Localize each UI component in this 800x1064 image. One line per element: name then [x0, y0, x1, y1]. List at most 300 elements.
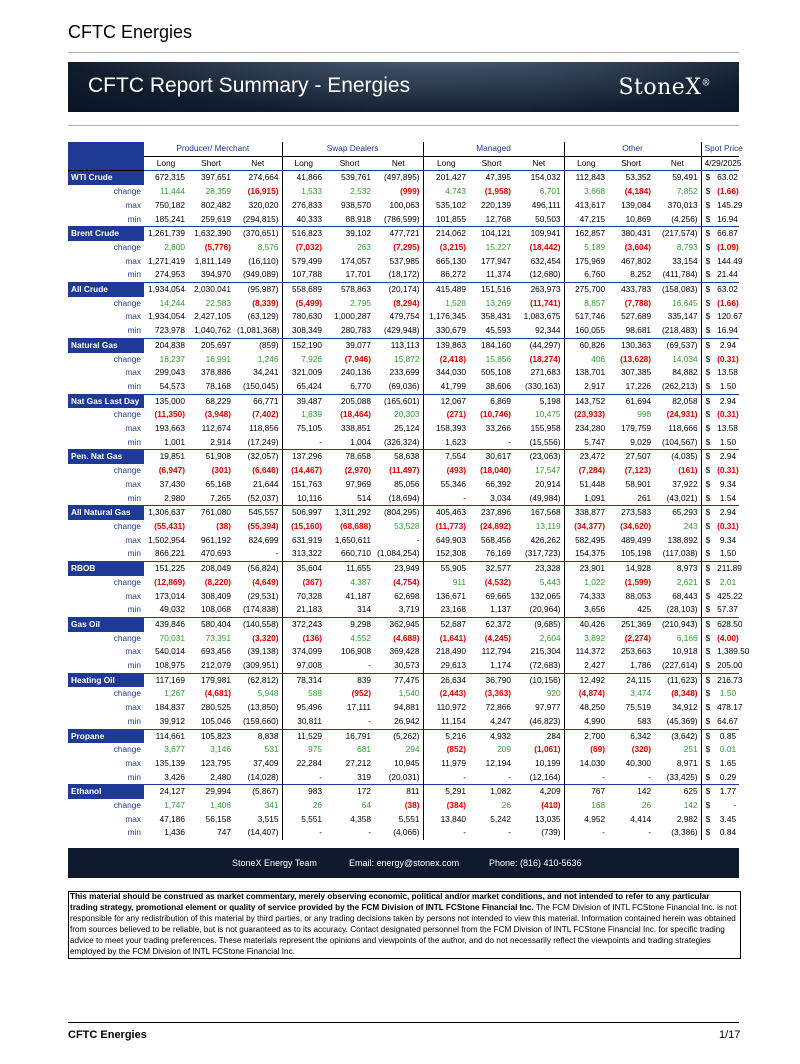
currency-symbol: $ — [701, 826, 714, 840]
table-cell: (227,614) — [662, 660, 698, 671]
table-cell: 276,833 — [282, 199, 325, 213]
table-cell: 4,414 — [630, 813, 652, 824]
table-cell: 2,795 — [350, 297, 372, 308]
table-cell: 3,474 — [630, 688, 652, 699]
spot-price: 1.54 — [719, 492, 737, 503]
table-cell: (45,369) — [666, 715, 698, 726]
table-row — [68, 590, 739, 604]
table-cell: (7,284) — [564, 464, 608, 478]
row-label: min — [127, 492, 141, 503]
table-cell: 8,252 — [630, 269, 652, 280]
table-cell: 5,948 — [257, 688, 279, 699]
row-label: change — [113, 465, 141, 476]
group-header: Managed — [423, 142, 564, 156]
table-cell: 17,701 — [345, 269, 372, 280]
table-cell: 7,265 — [210, 492, 231, 503]
table-cell: 15,872 — [394, 353, 420, 364]
table-cell: 6,701 — [539, 186, 561, 197]
table-cell: 1,934,054 — [144, 283, 188, 297]
table-row — [68, 534, 739, 548]
column-header: Net — [391, 157, 405, 168]
table-cell: 78,314 — [282, 673, 325, 687]
table-row — [68, 562, 739, 576]
table-cell: (56,824) — [234, 562, 282, 576]
table-cell: 233,699 — [389, 367, 420, 378]
group-header: Producer/ Merchant — [144, 142, 282, 156]
spot-date: 4/29/2025 — [701, 156, 739, 171]
table-cell: (294,815) — [242, 213, 279, 224]
table-cell: 4,552 — [350, 632, 372, 643]
row-label: max — [125, 646, 141, 657]
table-cell: 780,630 — [282, 310, 325, 324]
table-cell: - — [368, 660, 372, 671]
table-cell: 307,385 — [621, 367, 652, 378]
table-cell: 1,000,287 — [334, 311, 372, 322]
table-cell: (17,249) — [247, 436, 279, 447]
table-cell: 9,298 — [325, 617, 374, 631]
table-cell: 64 — [361, 800, 372, 811]
table-cell: 88,918 — [345, 213, 372, 224]
table-cell: (165,601) — [374, 394, 423, 408]
row-label: change — [113, 744, 141, 755]
table-row — [68, 268, 739, 282]
row-label: max — [125, 702, 141, 713]
table-cell: 723,978 — [155, 325, 185, 336]
table-cell: 8,576 — [257, 241, 279, 252]
table-cell: 983 — [282, 785, 325, 799]
table-cell: 68,443 — [672, 590, 698, 601]
table-cell: 97,969 — [345, 478, 372, 489]
spot-price: 205.00 — [717, 660, 743, 671]
table-cell: 184,160 — [469, 338, 514, 352]
currency-symbol: $ — [701, 590, 714, 604]
table-cell: 36,790 — [469, 673, 514, 687]
table-cell: 5,189 — [564, 241, 608, 255]
commodity-label: Ethanol — [68, 785, 144, 799]
table-cell: (370,651) — [234, 227, 282, 241]
table-cell: (117,038) — [662, 548, 698, 559]
table-cell: (46,823) — [529, 715, 561, 726]
table-cell: (5,867) — [234, 785, 282, 799]
table-cell: 158,393 — [423, 422, 469, 436]
table-cell: 65,168 — [205, 478, 231, 489]
table-cell: 284 — [514, 729, 564, 743]
table-cell: 88,053 — [625, 590, 652, 601]
table-cell: - — [648, 771, 652, 782]
table-cell: (949,089) — [242, 269, 279, 280]
table-cell: (63,129) — [247, 311, 279, 322]
column-header: Long — [282, 156, 325, 171]
table-cell: 130,363 — [608, 338, 654, 352]
currency-symbol: $ — [701, 436, 714, 450]
table-cell: 214,062 — [423, 227, 469, 241]
spot-price: 216.73 — [714, 673, 739, 687]
spot-price: 0.84 — [719, 827, 737, 838]
table-cell: 58,901 — [625, 478, 652, 489]
table-cell: (330,163) — [525, 380, 561, 391]
row-label: min — [127, 269, 141, 280]
column-header: Long — [156, 157, 176, 168]
table-cell: 362,945 — [374, 617, 423, 631]
table-cell: (32,057) — [234, 450, 282, 464]
currency-symbol: $ — [701, 408, 714, 422]
table-cell: 201,427 — [423, 171, 469, 185]
row-label: max — [125, 534, 141, 545]
table-cell: 7,554 — [423, 450, 469, 464]
table-row — [68, 701, 739, 715]
table-cell: 506,997 — [282, 506, 325, 520]
table-cell: 273,583 — [608, 506, 654, 520]
row-label: min — [127, 213, 141, 224]
column-header: Short — [621, 157, 641, 168]
table-cell: 209 — [497, 744, 512, 755]
table-cell: 114,372 — [564, 645, 608, 659]
table-cell: (309,951) — [242, 660, 279, 671]
table-cell: 13,035 — [535, 813, 561, 824]
table-cell: 1,311,292 — [325, 506, 374, 520]
table-cell: 243 — [683, 520, 698, 531]
table-cell: (7,295) — [393, 241, 420, 252]
table-cell: 2,427,105 — [194, 311, 231, 322]
table-cell: (4,754) — [393, 576, 420, 587]
divider — [68, 52, 739, 53]
table-cell: 237,896 — [469, 506, 514, 520]
spot-price: 13.58 — [717, 423, 738, 434]
table-cell: 154,032 — [514, 171, 564, 185]
row-label: change — [113, 576, 141, 587]
table-cell: 415,489 — [423, 283, 469, 297]
table-cell: (317,723) — [525, 548, 561, 559]
table-cell: 52,687 — [423, 617, 469, 631]
currency-symbol: $ — [701, 617, 714, 631]
table-cell: 545,557 — [234, 506, 282, 520]
currency-symbol: $ — [701, 310, 714, 324]
table-cell: 11,529 — [282, 729, 325, 743]
table-cell: 152,308 — [423, 547, 469, 561]
table-cell: 65,424 — [282, 380, 325, 394]
table-row — [68, 659, 739, 673]
table-cell: 1,632,390 — [188, 227, 234, 241]
table-cell: 750,182 — [155, 199, 185, 210]
row-label: change — [113, 632, 141, 643]
table-cell: 47,395 — [469, 171, 514, 185]
row-label: min — [127, 436, 141, 447]
commodity-label: All Crude — [68, 283, 144, 297]
table-cell: 108,975 — [155, 660, 185, 671]
table-cell: 11,979 — [423, 757, 469, 771]
table-cell: (3,386) — [671, 827, 698, 838]
row-label: max — [125, 423, 141, 434]
table-cell: 56,158 — [205, 813, 231, 824]
table-cell: 477,721 — [374, 227, 423, 241]
table-cell: (7,946) — [344, 353, 372, 364]
table-cell: 439,846 — [144, 617, 188, 631]
table-cell: (14,028) — [247, 771, 279, 782]
table-cell: (24,892) — [480, 520, 512, 531]
table-cell: 319 — [357, 771, 372, 782]
table-cell: (8,220) — [204, 576, 231, 587]
table-cell: 470,693 — [201, 548, 231, 559]
table-cell: (174,838) — [242, 604, 279, 615]
table-cell: - — [282, 771, 325, 785]
footer-divider — [68, 1022, 739, 1023]
table-cell: - — [508, 436, 512, 447]
table-cell: 11,374 — [486, 269, 512, 280]
table-cell: 1,091 — [564, 492, 608, 506]
table-cell: (2,418) — [423, 353, 469, 367]
column-header: Short — [339, 157, 360, 168]
table-cell: 467,802 — [621, 255, 652, 266]
table-cell: 17,111 — [346, 702, 372, 713]
table-cell: 1,083,675 — [523, 311, 561, 322]
currency-symbol: $ — [701, 338, 714, 352]
table-row — [68, 576, 739, 590]
table-cell: 3,892 — [564, 632, 608, 646]
table-cell: 1,022 — [564, 576, 608, 590]
table-cell: 23,328 — [514, 562, 564, 576]
table-cell: 58,638 — [374, 450, 423, 464]
spot-price: (0.31) — [717, 520, 739, 531]
row-label: change — [113, 800, 141, 811]
table-cell: 1,406 — [210, 800, 231, 811]
table-cell: 24,127 — [144, 785, 188, 799]
table-cell: 21,644 — [253, 478, 279, 489]
table-cell: 12,492 — [564, 673, 608, 687]
table-cell: (4,532) — [484, 576, 512, 587]
table-cell: 4,932 — [469, 729, 514, 743]
table-row — [68, 547, 739, 561]
divider — [68, 125, 739, 126]
table-cell: 2,917 — [564, 380, 608, 394]
table-cell: 45,593 — [485, 325, 512, 336]
table-row — [68, 394, 739, 408]
table-cell: 204,838 — [144, 338, 188, 352]
table-cell: - — [416, 534, 420, 545]
table-cell: 10,945 — [394, 757, 420, 768]
table-cell: 2,914 — [210, 436, 231, 447]
table-cell: 12,194 — [485, 757, 512, 768]
table-cell: 47,186 — [159, 813, 185, 824]
table-cell: (3,948) — [204, 409, 231, 420]
table-cell: (49,984) — [529, 492, 561, 503]
table-cell: 26 — [501, 800, 512, 811]
table-row — [68, 227, 739, 241]
table-cell: (20,964) — [529, 604, 561, 615]
table-cell: 1,650,611 — [334, 534, 372, 545]
table-cell: 138,892 — [667, 534, 698, 545]
table-cell: 51,448 — [564, 478, 608, 492]
table-cell: 26,942 — [394, 715, 420, 726]
corner-label: Futures+Options — [68, 142, 144, 171]
table-cell: 2,427 — [564, 659, 608, 673]
table-cell: 975 — [282, 743, 325, 757]
table-cell: 1,137 — [490, 604, 512, 615]
table-cell: 23,472 — [564, 450, 608, 464]
table-cell: 10,199 — [535, 757, 561, 768]
table-cell: 5,216 — [423, 729, 469, 743]
table-cell: 38,606 — [485, 380, 512, 391]
table-cell: 681 — [357, 744, 372, 755]
table-cell: 105,046 — [201, 715, 231, 726]
table-cell: 275,700 — [564, 283, 608, 297]
table-cell: 101,855 — [423, 213, 469, 227]
table-cell: 3,677 — [164, 744, 185, 755]
table-cell: (4,681) — [204, 688, 231, 699]
currency-symbol: $ — [701, 353, 714, 367]
table-cell: 49,032 — [159, 604, 185, 615]
table-cell: 212,079 — [201, 660, 231, 671]
table-cell: 139,863 — [423, 338, 469, 352]
table-cell: (34,620) — [620, 520, 652, 531]
spot-price: 1.50 — [719, 688, 737, 699]
table-cell: 2,982 — [676, 813, 698, 824]
table-cell: 537,985 — [389, 255, 420, 266]
spot-price: 0.85 — [714, 729, 739, 743]
table-cell: 330,679 — [423, 324, 469, 338]
table-cell: (4,874) — [564, 687, 608, 701]
currency-symbol: $ — [701, 701, 714, 715]
currency-symbol: $ — [701, 199, 714, 213]
table-cell: 51,908 — [188, 450, 234, 464]
table-cell: (161) — [678, 465, 698, 476]
table-cell: 1,174 — [490, 660, 512, 671]
table-cell: 961,192 — [201, 534, 231, 545]
table-cell: 33,266 — [485, 423, 512, 434]
table-cell: 8,973 — [654, 562, 701, 576]
table-cell: 23,949 — [374, 562, 423, 576]
table-cell: 3,146 — [210, 744, 231, 755]
table-cell: (29,531) — [247, 590, 279, 601]
table-cell: 168 — [564, 799, 608, 813]
table-cell: 151,225 — [144, 562, 188, 576]
table-cell: 97,008 — [282, 659, 325, 673]
table-cell: (34,377) — [564, 520, 608, 534]
table-cell: (7,402) — [252, 409, 279, 420]
table-row — [68, 743, 739, 757]
table-cell: 5,551 — [282, 813, 325, 827]
table-cell: 274,953 — [155, 269, 185, 280]
table-cell: (69) — [564, 743, 608, 757]
currency-symbol: $ — [701, 687, 714, 701]
table-row — [68, 297, 739, 311]
table-cell: 154,375 — [564, 547, 608, 561]
table-cell: 426,262 — [530, 534, 561, 545]
table-cell: 271,683 — [530, 367, 561, 378]
table-cell: (13,628) — [620, 353, 652, 364]
table-cell: (952) — [351, 688, 372, 699]
spot-price: 2.94 — [714, 506, 739, 520]
table-cell: 535,102 — [423, 199, 469, 213]
table-cell: (104,567) — [662, 436, 698, 447]
table-cell: (3,320) — [252, 632, 279, 643]
table-cell: 26 — [282, 799, 325, 813]
table-cell: 220,139 — [481, 199, 512, 210]
table-cell: 251 — [683, 744, 698, 755]
table-cell: - — [282, 436, 325, 450]
spot-price: (0.31) — [717, 353, 739, 364]
table-cell: 86,272 — [423, 268, 469, 282]
table-cell: 4,387 — [350, 576, 372, 587]
table-cell: 54,573 — [159, 380, 185, 391]
table-cell: 372,243 — [282, 617, 325, 631]
page-number: 1/17 — [719, 1029, 741, 1041]
table-cell: 580,404 — [188, 617, 234, 631]
currency-symbol: $ — [701, 464, 714, 478]
table-cell: 374,099 — [282, 645, 325, 659]
table-cell: 33,154 — [672, 255, 698, 266]
table-cell: (69,036) — [388, 380, 420, 391]
table-cell: (367) — [282, 576, 325, 590]
table-cell: 938,570 — [341, 199, 372, 210]
table-row — [68, 506, 739, 520]
currency-symbol: $ — [701, 520, 714, 534]
row-label: change — [113, 353, 141, 364]
table-cell: 53,352 — [608, 171, 654, 185]
table-cell: (23,933) — [564, 408, 608, 422]
table-cell: 117,169 — [144, 673, 188, 687]
table-cell: 41,866 — [282, 171, 325, 185]
table-cell: 802,482 — [201, 199, 231, 210]
table-row — [68, 715, 739, 729]
row-label: min — [127, 325, 141, 336]
table-cell: (14,467) — [282, 464, 325, 478]
table-cell: 73,351 — [205, 632, 231, 643]
table-cell: 30,573 — [394, 660, 420, 671]
table-cell: (5,776) — [204, 241, 231, 252]
table-cell: 539,761 — [325, 171, 374, 185]
table-row — [68, 729, 739, 743]
row-label: min — [127, 715, 141, 726]
row-label: min — [127, 604, 141, 615]
table-cell: 3,515 — [257, 813, 279, 824]
cftc-summary-table — [68, 142, 750, 840]
table-cell: 13,269 — [485, 297, 512, 308]
table-cell: 341 — [264, 800, 279, 811]
table-cell: 4,952 — [564, 813, 608, 827]
table-cell: 28,359 — [205, 186, 231, 197]
row-label: min — [127, 660, 141, 671]
table-cell: 162,857 — [564, 227, 608, 241]
currency-symbol: $ — [701, 213, 714, 227]
table-cell: (804,295) — [374, 506, 423, 520]
table-cell: (38) — [216, 520, 231, 531]
table-cell: 16,791 — [325, 729, 374, 743]
table-cell: 105,198 — [621, 548, 652, 559]
table-cell: (410) — [541, 800, 561, 811]
table-cell: 12,768 — [485, 213, 512, 224]
table-cell: 48,250 — [564, 701, 608, 715]
table-cell: 167,568 — [514, 506, 564, 520]
table-cell: 135,139 — [155, 757, 185, 768]
table-cell: 16,645 — [672, 297, 698, 308]
table-cell: 39,102 — [325, 227, 374, 241]
table-cell: 15,856 — [485, 353, 512, 364]
table-cell: (3,604) — [624, 241, 652, 252]
table-cell: 660,710 — [341, 548, 372, 559]
currency-symbol: $ — [701, 729, 714, 743]
table-cell: 2,532 — [350, 186, 372, 197]
table-cell: (4,649) — [252, 576, 279, 587]
table-cell: 39,077 — [325, 338, 374, 352]
currency-symbol: $ — [701, 478, 714, 492]
table-cell: - — [275, 548, 279, 559]
table-cell: 10,475 — [535, 409, 561, 420]
table-cell: 672,315 — [144, 171, 188, 185]
table-cell: 579,499 — [282, 255, 325, 269]
row-label: change — [113, 186, 141, 197]
table-cell: (16,915) — [247, 186, 279, 197]
spot-price: 66.87 — [714, 227, 739, 241]
